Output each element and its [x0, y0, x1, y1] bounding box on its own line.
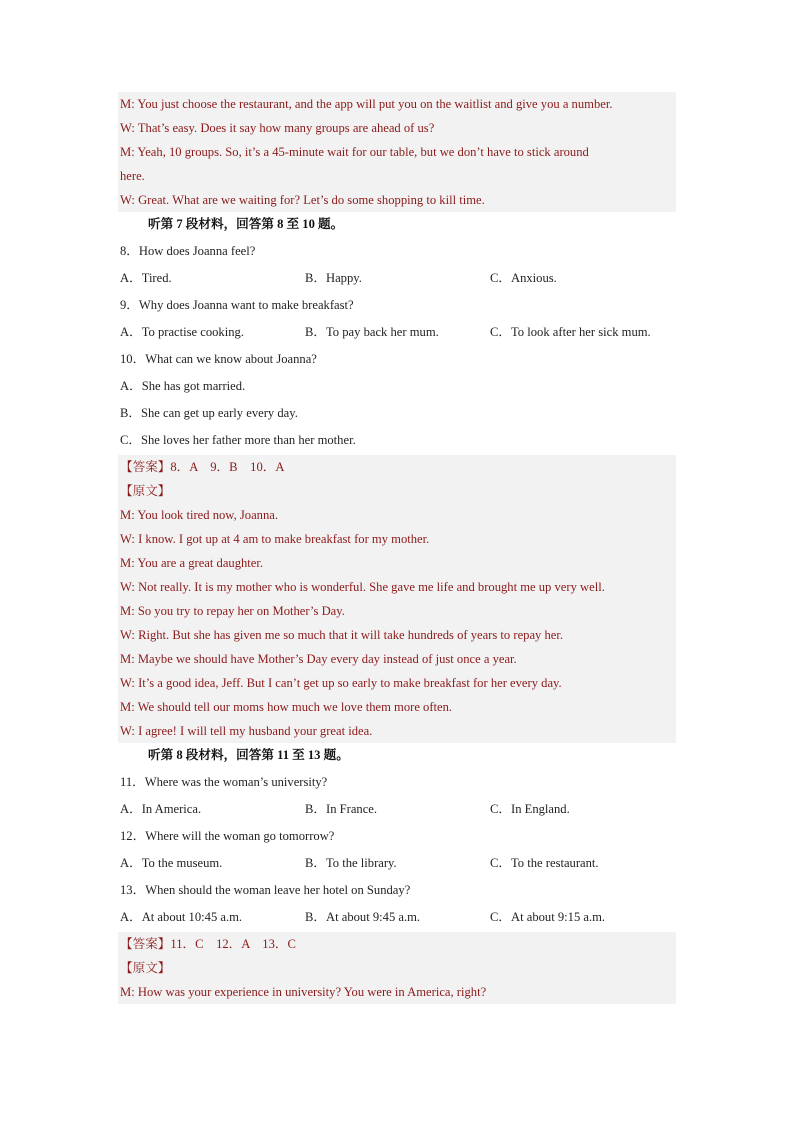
transcript-line: M: How was your experience in university? You were in America, right?: [118, 980, 676, 1004]
transcript-line: M: You just choose the restaurant, and the app will put you on the waitlist and give you a number.: [118, 92, 676, 116]
transcript-line: W: Great. What are we waiting for? Let’s do some shopping to kill time.: [118, 188, 676, 212]
option-a: A．At about 10:45 a.m.: [120, 910, 243, 924]
answer-block-7: [118, 455, 676, 743]
question-options: [118, 851, 676, 875]
question-stem: 13．When should the woman leave her hotel on Sunday?: [120, 883, 411, 897]
transcript-line: W: Not really. It is my mother who is wonderful. She gave me life and brought me up very well.: [118, 575, 676, 599]
option-c: C．To the restaurant.: [490, 856, 599, 870]
transcript-line: here.: [118, 164, 676, 188]
transcript-line: W: I agree! I will tell my husband your great idea.: [118, 719, 676, 743]
source-label: 【原文】: [120, 961, 171, 975]
question-stem: 9．Why does Joanna want to make breakfast?: [120, 298, 354, 312]
option-b: B．She can get up early every day.: [120, 406, 298, 420]
transcript-line: M: We should tell our moms how much we love them more often.: [118, 695, 676, 719]
answer-key: 【答案】8．A 9．B 10．A: [120, 460, 285, 474]
option-b: B．To the library.: [305, 856, 397, 870]
transcript-line: W: It’s a good idea, Jeff. But I can’t get up so early to make breakfast for her every day.: [118, 671, 676, 695]
section-heading: 听第 7 段材料，回答第 8 至 10 题。: [148, 217, 344, 231]
option-c: C．To look after her sick mum.: [490, 325, 651, 339]
option-c: C．At about 9:15 a.m.: [490, 910, 606, 924]
question-options: [118, 266, 676, 290]
transcript-line: W: That’s easy. Does it say how many groups are ahead of us?: [118, 116, 676, 140]
transcript-line: W: I know. I got up at 4 am to make breakfast for my mother.: [118, 527, 676, 551]
option-b: B．Happy.: [305, 271, 362, 285]
option-a: A．She has got married.: [120, 379, 246, 393]
option-b: B．To pay back her mum.: [305, 325, 439, 339]
question-options: [118, 797, 676, 821]
section-heading: 听第 8 段材料，回答第 11 至 13 题。: [148, 748, 349, 762]
option-a: A．To practise cooking.: [120, 325, 244, 339]
question-options: [118, 905, 676, 929]
question-stem: 11．Where was the woman’s university?: [120, 775, 328, 789]
option-a: A．In America.: [120, 802, 202, 816]
transcript-line: W: Right. But she has given me so much that it will take hundreds of years to repay her.: [118, 623, 676, 647]
question-stem: 10．What can we know about Joanna?: [120, 352, 317, 366]
answer-block-8: [118, 932, 676, 1004]
option-c: C．Anxious.: [490, 271, 557, 285]
option-c: C．In England.: [490, 802, 570, 816]
option-a: A．Tired.: [120, 271, 172, 285]
answer-key: 【答案】11．C 12．A 13．C: [120, 937, 296, 951]
transcript-line: M: You look tired now, Joanna.: [118, 503, 676, 527]
option-c: C．She loves her father more than her mother.: [120, 433, 356, 447]
transcript-line: M: You are a great daughter.: [118, 551, 676, 575]
document-page: [118, 92, 676, 1004]
option-b: B．At about 9:45 a.m.: [305, 910, 421, 924]
transcript-line: M: Yeah, 10 groups. So, it’s a 45-minute wait for our table, but we don’t have to stick around: [118, 140, 676, 164]
option-a: A．To the museum.: [120, 856, 223, 870]
question-options: [118, 320, 676, 344]
question-stem: 12．Where will the woman go tomorrow?: [120, 829, 335, 843]
transcript-line: M: Maybe we should have Mother’s Day every day instead of just once a year.: [118, 647, 676, 671]
question-stem: 8．How does Joanna feel?: [120, 244, 256, 258]
transcript-block-top: [118, 92, 676, 212]
source-label: 【原文】: [120, 484, 171, 498]
transcript-line: M: So you try to repay her on Mother’s Day.: [118, 599, 676, 623]
option-b: B．In France.: [305, 802, 378, 816]
